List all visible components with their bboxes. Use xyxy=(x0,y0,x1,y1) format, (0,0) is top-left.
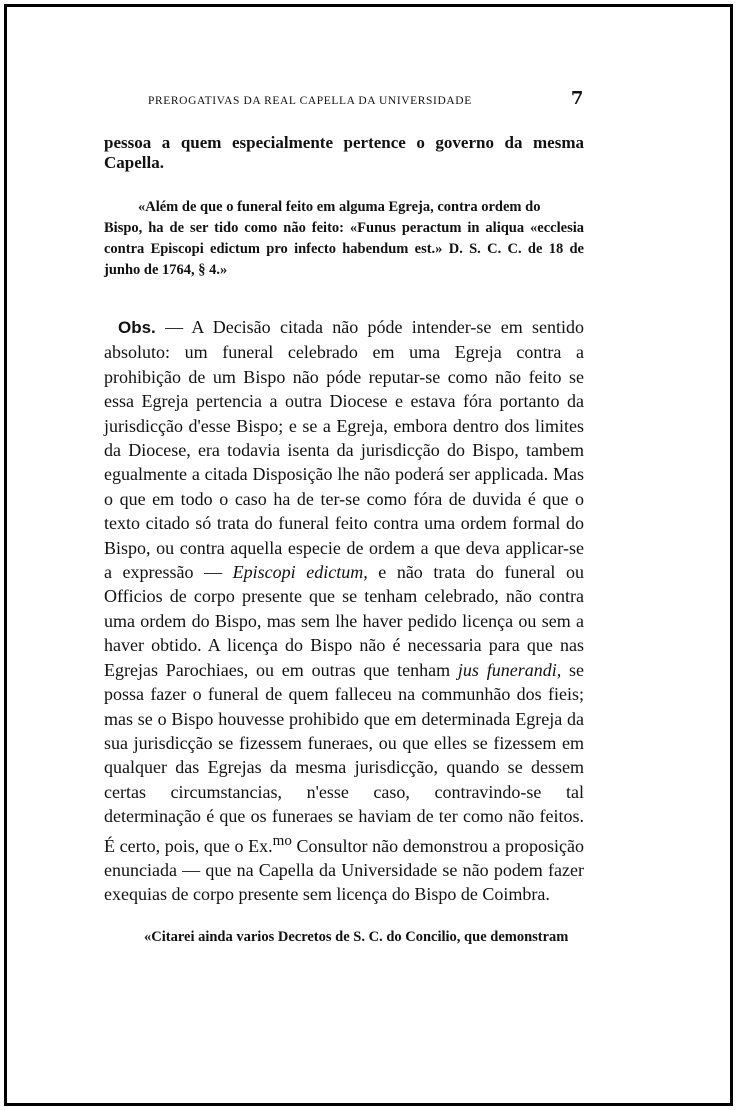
running-title: PREROGATIVAS DA REAL CAPELLA DA UNIVERSIDADE xyxy=(148,95,472,107)
page-number: 7 xyxy=(570,88,584,109)
final-line: «Citarei ainda varios Decretos de S. C. do Concilio, que demonstram xyxy=(144,928,569,945)
quoted-decision xyxy=(104,197,584,281)
quote-first-line: «Além de que o funeral feito em alguma Egreja, contra ordem do xyxy=(138,199,541,215)
obs-superscript: mo xyxy=(272,832,292,849)
obs-text-4: Consultor não demonstrou a proposição enunciada — que na Capella da Universidade se não podem fazer exequias de corpo presente sem licença do Bispo de Coimbra. xyxy=(104,835,584,905)
intro-paragraph: pessoa a quem especialmente pertence o governo da mesma Capella. xyxy=(104,133,584,172)
obs-label: Obs. xyxy=(118,318,156,337)
running-header xyxy=(148,88,584,109)
obs-text-3: se possa fazer o funeral de quem falleceu na communhão dos fieis; mas se o Bispo houvesse prohibido que em determinada Egreja da sua jurisdicção se fizessem funeraes, ou que elles se fizessem em qualquer das Egrejas da mesma jurisdicção, quando se dessem certas circumstancias, n'esse caso, contravindo-se tal determinação é que os funeraes se haviam de ter como não feitos. É certo, pois, que o Ex. xyxy=(104,659,585,856)
quote-body: Bispo, ha de ser tido como não feito: «Funus peractum in aliqua «ecclesia contra Episcopi edictum pro infecto habendum est.» D. S. C. C. de 18 de junho de 1764, § 4.» xyxy=(104,220,584,278)
obs-italic-2: jus funerandi, xyxy=(457,659,562,680)
book-page xyxy=(104,88,584,947)
observation-paragraph xyxy=(104,315,584,907)
obs-text-2: e não trata do funeral ou Officios de corpo presente que se tenham celebrado, não contra uma ordem do Bispo, mas sem lhe haver pedido licença ou sem a haver obtido. A licença do Bispo não é necessaria para que nas Egrejas Parochiaes, ou em outras que tenham xyxy=(104,562,584,680)
obs-italic-1: Episcopi edictum, xyxy=(232,562,368,583)
obs-text-1: — A Decisão citada não póde intender-se em sentido absoluto: um funeral celebrado em uma Egreja contra a prohibição de um Bispo não póde reputar-se como não feito se essa Egreja pertencia a outra Diocese e estava fóra portanto da jurisdicção d'esse Bispo; e se a Egreja, embora dentro dos limites da Diocese, era todavia isenta da jurisdicção do Bispo, tambem egualmente a citada Disposição lhe não poderá ser applicada. Mas o que em todo o caso ha de ter-se como fóra de duvida é que o texto citado só trata do funeral feito contra uma ordem formal do Bispo, ou contra aquella especie de ordem a que deva applicar-se a expressão — xyxy=(104,317,584,583)
